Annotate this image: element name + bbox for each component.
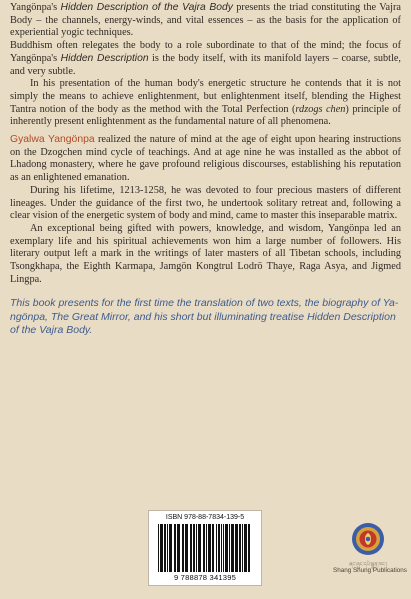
paragraph-biography: [10, 134, 401, 185]
barcode-bar: [248, 524, 250, 572]
promo-text: This book presents for the first time the translation of two texts, the biography of Ya-ngönpa, The Great Mirror, and his short but illuminating treatise Hidden Description of the Vajra Body.: [10, 297, 399, 336]
barcode-bar: [223, 524, 224, 572]
barcode-bar: [182, 524, 184, 572]
author-name-accent: Gyalwa Yangönpa: [10, 134, 95, 146]
barcode-bar: [167, 524, 168, 572]
barcode-bar: [244, 524, 247, 572]
isbn-barcode: [148, 510, 262, 586]
publisher-logo: [351, 522, 385, 556]
paragraph-body-focus: [10, 40, 401, 78]
barcode-bar: [174, 524, 176, 572]
barcode-bar: [203, 524, 205, 572]
barcode-bar: [216, 524, 217, 572]
barcode-bar: [231, 524, 234, 572]
barcode-bar: [198, 524, 201, 572]
barcode-bar: [206, 524, 207, 572]
barcode-bar: [158, 524, 159, 572]
barcode-bar: [190, 524, 192, 572]
barcode-bar: [193, 524, 195, 572]
book-title-italic: Hidden Description of the Vajra Body: [60, 2, 233, 13]
isbn-label: ISBN 978-88-7834-139-5: [165, 514, 245, 521]
tibetan-term: rdzogs chen: [295, 103, 346, 115]
barcode-bar: [160, 524, 163, 572]
paragraph-energetic-structure: [10, 78, 401, 129]
barcode-bar: [164, 524, 166, 572]
blurb-text: [10, 2, 401, 337]
barcode-bar: [169, 524, 172, 572]
barcode-bar: [185, 524, 188, 572]
intro-text: presents the triad constituting the Vajra Body – the channels, energy-winds, and vital essences – as the basis for the application of experiential yogic techniques.: [10, 2, 401, 39]
barcode-bar: [196, 524, 197, 572]
focus-text-after: is the body itself, with its manifold layers – coarse, subtle, and very subtle.: [10, 52, 402, 77]
barcode-bar: [208, 524, 211, 572]
barcode-number: 9 788878 341395: [173, 573, 237, 582]
structure-text-after: ) principle of inherently present enlightenment as the fundamental nature of all phenomena.: [10, 103, 401, 128]
barcode-bar: [229, 524, 230, 572]
publisher-name: Shang Shung Publications: [333, 567, 407, 574]
barcode-bar: [225, 524, 228, 572]
paragraph-legacy: An exceptional being gifted with powers, knowledge, and wisdom, Yangönpa led an exemplary life and his spiritual achievements won him a large number of followers. His literary output left a mark in the writings of later masters of all Tibetan schools, including Tsongkhapa, the Eighth Karmapa, Jamgön Kongtrul Lodrö Thaye, Raga Asya, and Jigmed Lingpa.: [10, 222, 401, 285]
paragraph-lifetime: During his lifetime, 1213-1258, he was devoted to four precious masters of different lineages. Under the guidance of the first two, he undertook solitary retreat and, following a clear vision of the energetic system of body and mind, came to master this inseparable matrix.: [10, 184, 401, 222]
publisher-script-name: ཞང་ཞུང་དཔེ་སྐྲུན་ཁང་།: [348, 562, 388, 568]
barcode-bar: [242, 524, 243, 572]
barcode-bar: [177, 524, 180, 572]
paragraph-intro: [10, 2, 401, 40]
barcode-bar: [212, 524, 214, 572]
barcode-bar: [221, 524, 222, 572]
author-name: Yangönpa's: [10, 2, 58, 13]
barcode-bar: [235, 524, 238, 572]
biography-text: realized the nature of mind at the age of eight upon hearing instructions on the Dzogchen mind cycle of teachings. And at age nine he was installed as the abbot of Lhadong monastery, where he gave profound religious discourses, establishing his reputation as an enlightened emanation.: [10, 134, 401, 184]
barcode-bars: [157, 524, 253, 572]
short-title-italic: Hidden Description: [60, 52, 149, 64]
structure-text-before: In his presentation of the human body's energetic structure he contends that it is not simply the means to achieve enlightenment, but enlightenment itself, blending the Highest Tantra notion of the body as the method with the Total Perfection (: [10, 78, 401, 115]
barcode-bar: [218, 524, 220, 572]
focus-text-before: Buddhism often relegates the body to a role subordinate to that of the mind; the focus of Yangönpa's: [10, 40, 401, 64]
barcode-bar: [239, 524, 241, 572]
